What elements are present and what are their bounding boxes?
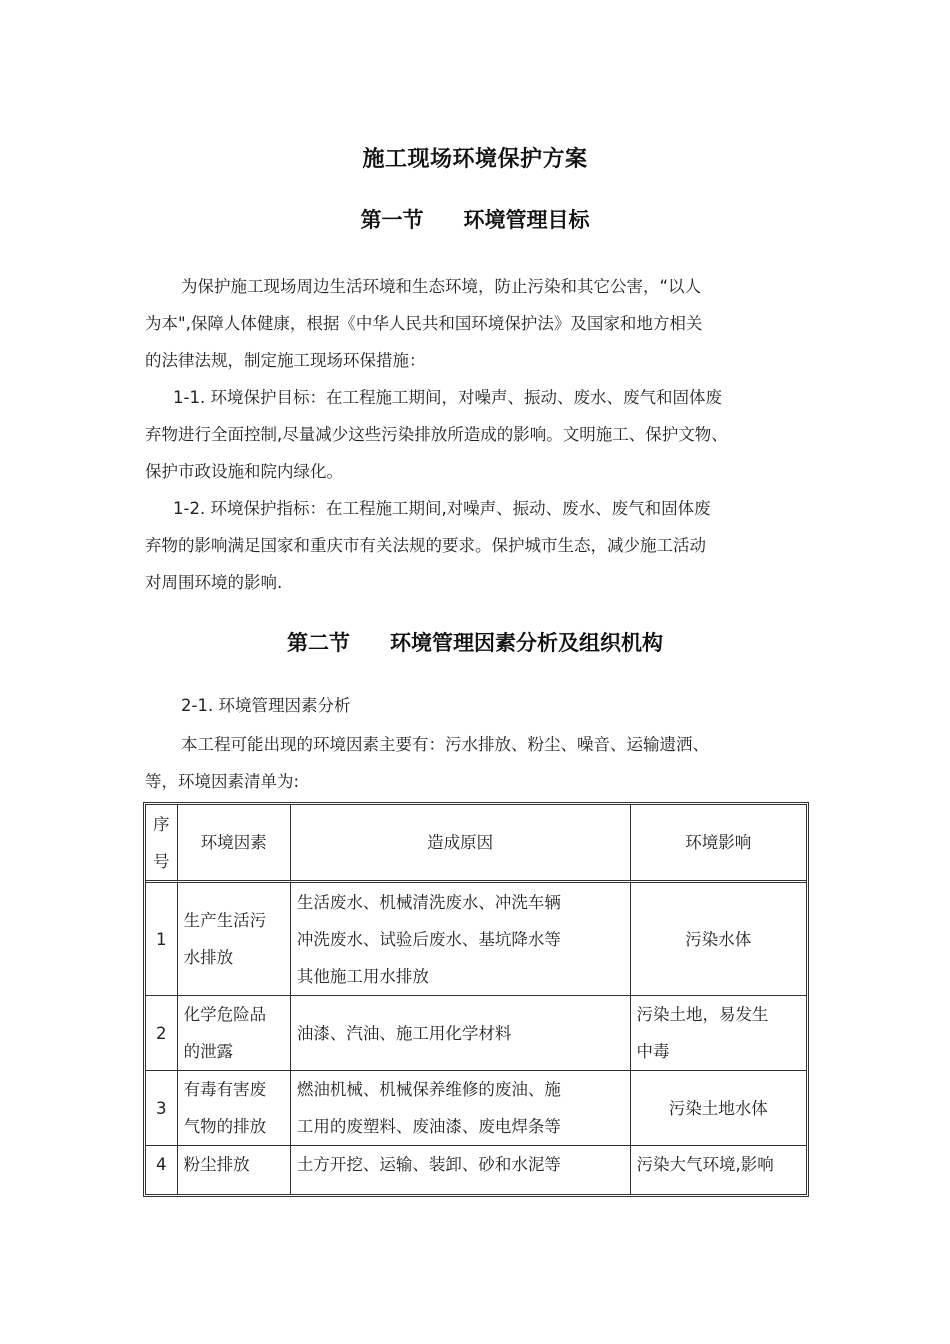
cell-line: 其他施工用水排放 [296, 966, 429, 986]
cell-line: 土方开挖、运输、装卸、砂和水泥等 [296, 1155, 561, 1174]
section2-title: 环境管理因素分析及组织机构 [390, 631, 663, 655]
cell-no: 4 [146, 1146, 178, 1194]
table-row [146, 883, 806, 996]
goal-line: 1-1. 环境保护目标：在工程施工期间，对噪声、振动、废水、废气和固体废 [173, 388, 722, 407]
header-reason: 造成原因 [291, 805, 631, 883]
cell-factor [178, 883, 291, 996]
goal-line: 弃物进行全面控制,尽量减少这些污染排放所造成的影响。文明施工、保护文物、 [145, 425, 728, 444]
cell-line: 粉尘排放 [183, 1155, 250, 1174]
cell-line: 污染水体 [685, 929, 752, 949]
cell-line: 污染大气环境,影响 [636, 1155, 774, 1174]
factors-line: 等，环境因素清单为: [145, 772, 300, 791]
intro-paragraph [145, 268, 810, 379]
cell-factor [178, 996, 291, 1071]
header-no-line: 号 [153, 851, 170, 871]
index-paragraph [145, 490, 810, 601]
header-factor: 环境因素 [178, 805, 291, 883]
section2-heading [0, 627, 950, 657]
cell-line: 污染土地水体 [668, 1098, 768, 1118]
section1-number: 第一节 [360, 208, 424, 232]
cell-line: 污染土地，易发生 [636, 1005, 769, 1024]
cell-reason [291, 1146, 631, 1194]
cell-impact [631, 883, 806, 996]
header-no-line: 序 [153, 814, 170, 834]
goal-line: 保护市政设施和院内绿化。 [145, 462, 343, 481]
section2-number: 第二节 [287, 631, 350, 655]
cell-line: 的泄露 [183, 1042, 234, 1061]
cell-line: 油漆、汽油、施工用化学材料 [296, 1023, 512, 1043]
table-row [146, 996, 806, 1071]
cell-factor [178, 1071, 291, 1146]
header-impact: 环境影响 [631, 805, 806, 883]
table-row [146, 1071, 806, 1146]
cell-line: 生活废水、机械清洗废水、冲洗车辆 [296, 892, 561, 912]
cell-no: 2 [146, 996, 178, 1071]
index-line: 弃物的影响满足国家和重庆市有关法规的要求。保护城市生态，减少施工活动 [145, 536, 706, 555]
index-line: 1-2. 环境保护指标：在工程施工期间,对噪声、振动、废水、废气和固体废 [173, 499, 711, 518]
sub21-paragraph [145, 687, 810, 724]
cell-line: 冲洗废水、试验后废水、基坑降水等 [296, 929, 561, 949]
cell-line: 工用的废塑料、废油漆、废电焊条等 [296, 1117, 561, 1136]
factors-paragraph [145, 726, 810, 800]
cell-no: 1 [146, 883, 178, 996]
intro-line: 为本",保障人体健康，根据《中华人民共和国环境保护法》及国家和地方相关 [145, 314, 703, 333]
header-no [146, 805, 178, 883]
table-header-row [146, 805, 806, 883]
cell-reason [291, 1071, 631, 1146]
cell-line: 燃油机械、机械保养维修的废油、施 [296, 1080, 561, 1099]
intro-line: 的法律法规，制定施工现场环保措施： [145, 351, 426, 370]
cell-impact [631, 1071, 806, 1146]
cell-factor [178, 1146, 291, 1194]
cell-reason [291, 996, 631, 1071]
cell-impact [631, 1146, 806, 1194]
cell-line: 化学危险品 [183, 1005, 267, 1024]
sub21-heading: 2-1. 环境管理因素分析 [181, 696, 351, 715]
intro-line: 为保护施工现场周边生活环境和生态环境，防止污染和其它公害，“以人 [181, 277, 702, 296]
document-title: 施工现场环境保护方案 [362, 147, 588, 172]
cell-reason [291, 883, 631, 996]
cell-line: 有毒有害废 [183, 1080, 267, 1099]
factors-line: 本工程可能出现的环境因素主要有：污水排放、粉尘、噪音、运输遗洒、 [181, 735, 709, 754]
section1-title: 环境管理目标 [463, 208, 590, 232]
cell-line: 水排放 [183, 948, 234, 967]
goal-paragraph [145, 379, 810, 490]
index-line: 对周围环境的影响. [145, 573, 283, 592]
table-row [146, 1146, 806, 1194]
cell-line: 中毒 [636, 1042, 670, 1061]
section1-heading [0, 204, 950, 234]
cell-no: 3 [146, 1071, 178, 1146]
environment-factors-table [143, 802, 809, 1197]
cell-impact [631, 996, 806, 1071]
cell-line: 气物的排放 [183, 1117, 267, 1136]
cell-line: 生产生活污 [183, 911, 267, 930]
